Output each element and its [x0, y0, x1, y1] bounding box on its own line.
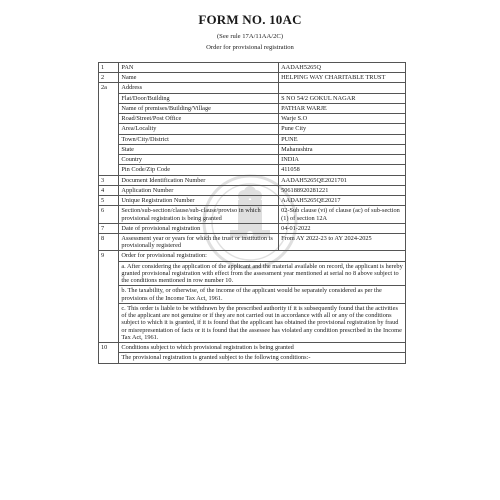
row-number: 3 — [99, 175, 119, 185]
row-order-heading — [99, 251, 406, 261]
field-label: Address — [119, 83, 279, 93]
field-label: Country — [119, 155, 279, 165]
field-label: Document Identification Number — [119, 175, 279, 185]
empty-cell — [279, 83, 406, 93]
row-order-c — [99, 303, 406, 342]
row-number: 2a — [99, 83, 119, 175]
row-section — [99, 206, 406, 223]
row-address-road — [99, 114, 406, 124]
field-label: Pin Code/Zip Code — [119, 165, 279, 175]
row-registration-number — [99, 196, 406, 206]
field-label: State — [119, 144, 279, 154]
field-label: PAN — [119, 63, 279, 73]
row-pan — [99, 63, 406, 73]
conditions-line: The provisional registration is granted subject to the following conditions:- — [119, 353, 406, 363]
application-number-value: 506188920281221 — [279, 185, 406, 195]
row-name — [99, 73, 406, 83]
row-address-town — [99, 134, 406, 144]
form-title: FORM NO. 10AC — [198, 12, 302, 27]
row-address-heading — [99, 83, 406, 93]
row-address-premises — [99, 103, 406, 113]
form-subtitle: Order for provisional registration — [206, 44, 294, 51]
field-label: Town/City/District — [119, 134, 279, 144]
order-heading: Order for provisional registration: — [119, 251, 406, 261]
registration-table — [98, 62, 406, 364]
row-conditions-line — [99, 353, 406, 363]
address-value: Maharashtra — [279, 144, 406, 154]
field-label: Name of premises/Building/Village — [119, 103, 279, 113]
field-label: Area/Locality — [119, 124, 279, 134]
row-application-number — [99, 185, 406, 195]
form-rule: (See rule 17A/11AA/2C) — [216, 33, 284, 40]
row-number: 4 — [99, 185, 119, 195]
order-paragraph-c: c. This order is liable to be withdrawn by the prescribed authority if it is subsequently found that the activities of the applicant are not genuine or if they are not carried out in accordance with all or any of the conditions subject to which it is granted, if it is found that the applicant has obtained the provisional registration by fraud or misrepresentation of facts or it is found that the assessee has violated any condition prescribed in the Income Tax Act, 1961. — [119, 303, 406, 342]
row-number: 2 — [99, 73, 119, 83]
row-document-id — [99, 175, 406, 185]
field-label: Date of provisional registration — [119, 223, 279, 233]
field-label: Unique Registration Number — [119, 196, 279, 206]
field-label: Flat/Door/Building — [119, 93, 279, 103]
row-number: 10 — [99, 343, 119, 363]
field-label: Name — [119, 73, 279, 83]
document-id-value: AADAH5265QE2021701 — [279, 175, 406, 185]
field-label: Assessment year or years for which the trust or institution is provisionally registered — [119, 233, 279, 250]
field-label: Road/Street/Post Office — [119, 114, 279, 124]
row-address-flat — [99, 93, 406, 103]
address-value: Pune City — [279, 124, 406, 134]
registration-number-value: AADAH5265QE20217 — [279, 196, 406, 206]
address-value: PATHAR WARJE — [279, 103, 406, 113]
name-value: HELPING WAY CHARITABLE TRUST — [279, 73, 406, 83]
address-value: PUNE — [279, 134, 406, 144]
field-label: Application Number — [119, 185, 279, 195]
row-assessment-year — [99, 233, 406, 250]
address-value: S NO 54/2 GOKUL NAGAR — [279, 93, 406, 103]
address-value: Warje S.O — [279, 114, 406, 124]
row-number: 9 — [99, 251, 119, 343]
row-address-state — [99, 144, 406, 154]
conditions-heading: Conditions subject to which provisional registration is being granted — [119, 343, 406, 353]
row-number: 6 — [99, 206, 119, 223]
row-number: 7 — [99, 223, 119, 233]
address-value: INDIA — [279, 155, 406, 165]
field-label: Section/sub-section/clause/sub-clause/proviso in which provisional registration is being granted — [119, 206, 279, 223]
row-address-pin — [99, 165, 406, 175]
date-value: 04-01-2022 — [279, 223, 406, 233]
row-address-country — [99, 155, 406, 165]
order-paragraph-b: b. The taxability, or otherwise, of the income of the applicant would be separately considered as per the provisions of the Income Tax Act, 1961. — [119, 286, 406, 303]
row-number: 1 — [99, 63, 119, 73]
row-number: 5 — [99, 196, 119, 206]
row-order-a — [99, 261, 406, 286]
row-order-b — [99, 286, 406, 303]
pan-value: AADAH5265Q — [279, 63, 406, 73]
assessment-year-value: From AY 2022-23 to AY 2024-2025 — [279, 233, 406, 250]
address-value: 411058 — [279, 165, 406, 175]
row-number: 8 — [99, 233, 119, 250]
row-conditions-heading — [99, 343, 406, 353]
section-value: 02-Sub clause (vi) of clause (ac) of sub-section (1) of section 12A — [279, 206, 406, 223]
row-address-area — [99, 124, 406, 134]
order-paragraph-a: a. After considering the application of the applicant and the material available on record, the applicant is hereby granted provisional registration with effect from the assessment year mentioned at serial no 8 above subject to the conditions mentioned in row number 10. — [119, 261, 406, 286]
row-date — [99, 223, 406, 233]
